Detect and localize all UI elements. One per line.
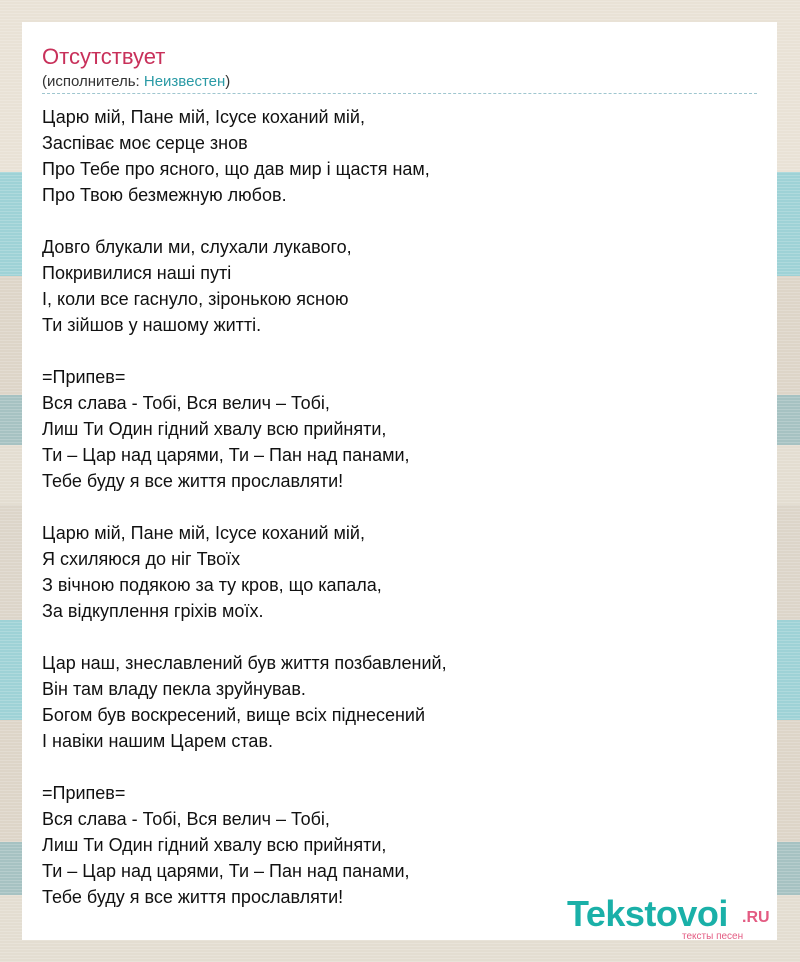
artist-link[interactable]: Неизвестен [143,73,226,90]
site-logo[interactable] [567,894,777,944]
lyric-line: І, коли все гаснуло, зіронькою ясною [42,289,349,309]
lyric-line: Ти зійшов у нашому житті. [42,315,262,335]
artist-suffix: ) [225,73,231,90]
lyric-line: Він там владу пекла зруйнував. [42,679,306,699]
lyric-blank-line [42,338,757,364]
lyric-line: Богом був воскресений, вище всіх піднесений [42,705,426,725]
lyric-line: Ти – Цар над царями, Ти – Пан над панами, [42,861,410,881]
lyric-line: Вся слава - Тобі, Вся велич – Тобі, [42,393,330,413]
lyric-blank-line [42,624,757,650]
lyric-line: Ти – Цар над царями, Ти – Пан над панами, [42,445,410,465]
logo-tld: .RU [742,909,770,926]
lyric-line: З вічною подякою за ту кров, що капала, [42,575,382,595]
lyric-line: Тебе буду я все життя прославляти! [42,887,344,907]
lyric-line: Тебе буду я все життя прославляти! [42,471,344,491]
lyric-line: Царю мій, Пане мій, Ісусе коханий мій, [42,523,365,543]
song-title: Отсутствует [42,44,166,69]
lyric-line: Вся слава - Тобі, Вся велич – Тобі, [42,809,330,829]
logo-tagline: тексты песен [682,931,744,942]
lyric-blank-line [42,494,757,520]
lyric-line: Про Тебе про ясного, що дав мир і щастя нам, [42,159,430,179]
lyric-line: Лиш Ти Один гідний хвалу всю прийняти, [42,835,387,855]
lyric-line: Цар наш, знеславлений був життя позбавлений, [42,653,447,673]
lyric-line: =Припев= [42,783,126,803]
lyrics-card [22,22,777,940]
lyric-line: За відкуплення гріхів моїх. [42,601,264,621]
lyric-line: =Припев= [42,367,126,387]
lyric-line: Я схиляюся до ніг Твоїх [42,549,241,569]
artist-prefix: (исполнитель: [42,73,144,90]
lyric-line: Довго блукали ми, слухали лукавого, [42,237,352,257]
logo-wordmark: Tekstovoi [567,893,728,934]
lyric-line: І навіки нашим Царем став. [42,731,274,751]
lyric-line: Лиш Ти Один гідний хвалу всю прийняти, [42,419,387,439]
lyrics-text [42,104,757,910]
dashed-divider [42,93,757,94]
artist-line [42,72,230,92]
lyric-line: Царю мій, Пане мій, Ісусе коханий мій, [42,107,365,127]
lyric-blank-line [42,208,757,234]
lyric-blank-line [42,754,757,780]
lyric-line: Про Твою безмежную любов. [42,185,287,205]
lyric-line: Покривилися наші путі [42,263,232,283]
lyric-line: Заспіває моє серце знов [42,133,248,153]
